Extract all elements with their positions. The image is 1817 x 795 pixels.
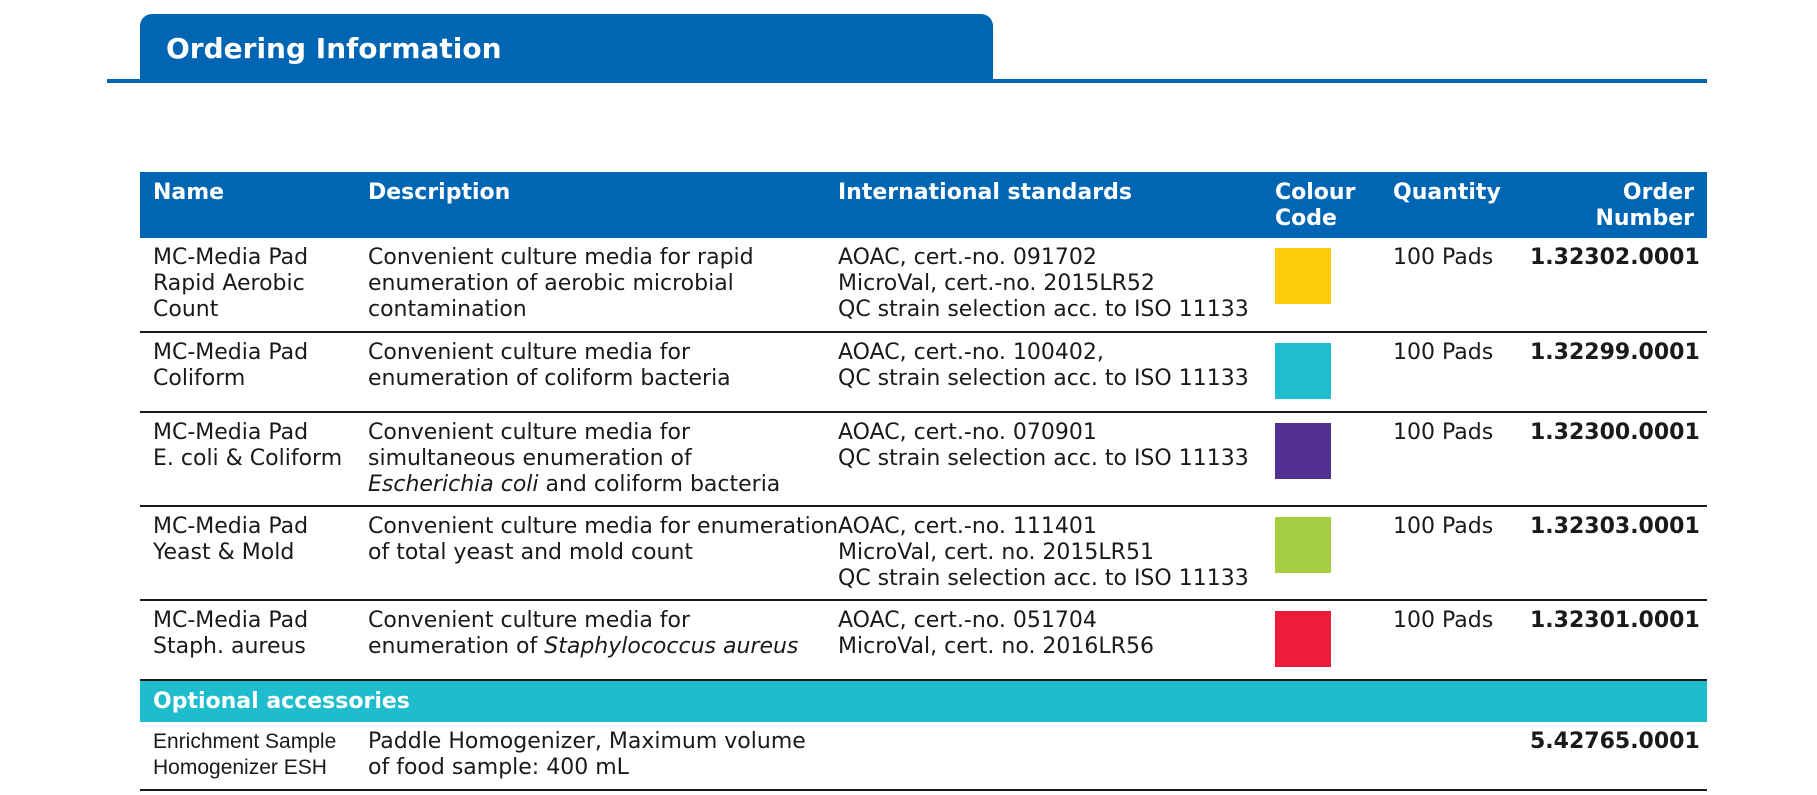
standards-line: MicroVal, cert. no. 2015LR51 — [838, 540, 1154, 565]
column-header-standards: International standards — [825, 172, 1262, 238]
description-cell — [355, 238, 825, 332]
description-line: enumeration of aerobic microbial — [368, 271, 734, 296]
description-line: Paddle Homogenizer, Maximum volume — [368, 729, 806, 754]
description-cell — [355, 506, 839, 600]
colour-swatch — [1275, 248, 1331, 304]
accessory-name-cell — [140, 722, 355, 790]
description-cell — [355, 332, 825, 412]
description-line: Convenient culture media for — [368, 340, 691, 365]
description-line: Convenient culture media for enumeration — [368, 514, 839, 539]
quantity-cell: 100 Pads — [1380, 238, 1517, 332]
column-header-colour-code: Colour Code — [1262, 172, 1380, 238]
product-name-line: MC-Media Pad — [153, 608, 309, 633]
description-line: simultaneous enumeration of — [368, 446, 692, 471]
column-header-description: Description — [355, 172, 825, 238]
standards-line: AOAC, cert.-no. 111401 — [838, 514, 1097, 539]
description-line: Convenient culture media for rapid — [368, 245, 754, 270]
standards-cell — [825, 332, 1262, 412]
product-name-cell — [140, 332, 355, 412]
standards-line: QC strain selection acc. to ISO 11133 — [838, 566, 1249, 591]
italic-species: Escherichia coli — [368, 472, 539, 497]
table-header-row — [140, 172, 1707, 238]
colour-code-cell — [1262, 600, 1380, 680]
description-line: contamination — [368, 297, 527, 322]
table-row — [140, 506, 1707, 600]
standards-line: MicroVal, cert. no. 2016LR56 — [838, 634, 1154, 659]
colour-swatch — [1275, 517, 1331, 573]
colour-swatch — [1275, 611, 1331, 667]
colour-code-cell — [1262, 412, 1380, 506]
accessory-description-cell — [355, 722, 825, 790]
table-row — [140, 332, 1707, 412]
accessory-quantity-cell — [1380, 722, 1517, 790]
product-name-cell — [140, 506, 355, 600]
quantity-cell: 100 Pads — [1380, 412, 1517, 506]
quantity-cell: 100 Pads — [1380, 506, 1517, 600]
quantity-cell: 100 Pads — [1380, 600, 1517, 680]
description-line-mixed — [368, 472, 812, 498]
standards-line: QC strain selection acc. to ISO 11133 — [838, 366, 1249, 391]
table-row — [140, 238, 1707, 332]
column-header-quantity: Quantity — [1380, 172, 1517, 238]
accessory-name-line: Enrichment Sample — [153, 730, 337, 753]
description-cell — [355, 412, 825, 506]
product-name-line: Yeast & Mold — [153, 540, 295, 565]
standards-line: QC strain selection acc. to ISO 11133 — [838, 446, 1249, 471]
description-line: of food sample: 400 mL — [368, 755, 629, 780]
colour-code-cell — [1262, 506, 1380, 600]
product-name-line: Staph. aureus — [153, 634, 306, 659]
order-number-cell: 1.32300.0001 — [1517, 412, 1707, 506]
standards-cell — [825, 600, 1262, 680]
accessory-row — [140, 722, 1707, 790]
product-name-line: MC-Media Pad — [153, 514, 309, 539]
quantity-cell: 100 Pads — [1380, 332, 1517, 412]
product-name-line: MC-Media Pad — [153, 420, 309, 445]
header-divider — [107, 79, 1707, 83]
table-row — [140, 412, 1707, 506]
table-row — [140, 600, 1707, 680]
product-name-line: E. coli & Coliform — [153, 446, 343, 471]
product-name-cell — [140, 412, 355, 506]
product-name-cell — [140, 600, 355, 680]
order-number-cell: 1.32301.0001 — [1517, 600, 1707, 680]
standards-line: QC strain selection acc. to ISO 11133 — [838, 297, 1249, 322]
column-header-order-number: Order Number — [1517, 172, 1707, 238]
product-name-line: Rapid Aerobic — [153, 271, 305, 296]
description-line: Convenient culture media for — [368, 608, 691, 633]
product-name-line: MC-Media Pad — [153, 245, 309, 270]
product-name-line: Coliform — [153, 366, 246, 391]
standards-line: MicroVal, cert.-no. 2015LR52 — [838, 271, 1155, 296]
description-text: and coliform bacteria — [538, 472, 781, 497]
standards-cell — [825, 238, 1262, 332]
standards-cell — [825, 412, 1262, 506]
order-number-cell: 1.32303.0001 — [1517, 506, 1707, 600]
description-line-mixed — [368, 634, 812, 660]
colour-swatch — [1275, 423, 1331, 479]
description-line: enumeration of coliform bacteria — [368, 366, 731, 391]
accessory-name-line: Homogenizer ESH — [153, 756, 327, 779]
accessory-standards-cell — [825, 722, 1262, 790]
description-line: Convenient culture media for — [368, 420, 691, 445]
product-name-line: MC-Media Pad — [153, 340, 309, 365]
colour-swatch — [1275, 343, 1331, 399]
standards-cell — [825, 506, 1262, 600]
accessory-order-number-cell: 5.42765.0001 — [1517, 722, 1707, 790]
page-title: Ordering Information — [166, 32, 502, 65]
ordering-table — [140, 172, 1707, 791]
order-number-cell: 1.32302.0001 — [1517, 238, 1707, 332]
product-name-cell — [140, 238, 355, 332]
order-number-cell: 1.32299.0001 — [1517, 332, 1707, 412]
section-header-row — [140, 680, 1707, 722]
description-line: of total yeast and mold count — [368, 540, 694, 565]
product-name-line: Count — [153, 297, 219, 322]
italic-species: Staphylococcus aureus — [544, 634, 799, 659]
section-title: Optional accessories — [140, 680, 1707, 722]
accessory-colour-cell — [1262, 722, 1380, 790]
standards-line: AOAC, cert.-no. 100402, — [838, 340, 1104, 365]
colour-code-cell — [1262, 332, 1380, 412]
description-cell — [355, 600, 825, 680]
description-text: enumeration of — [368, 634, 545, 659]
standards-line: AOAC, cert.-no. 051704 — [838, 608, 1097, 633]
standards-line: AOAC, cert.-no. 070901 — [838, 420, 1097, 445]
column-header-name: Name — [140, 172, 355, 238]
standards-line: AOAC, cert.-no. 091702 — [838, 245, 1097, 270]
header-tab — [140, 14, 993, 80]
colour-code-cell — [1262, 238, 1380, 332]
